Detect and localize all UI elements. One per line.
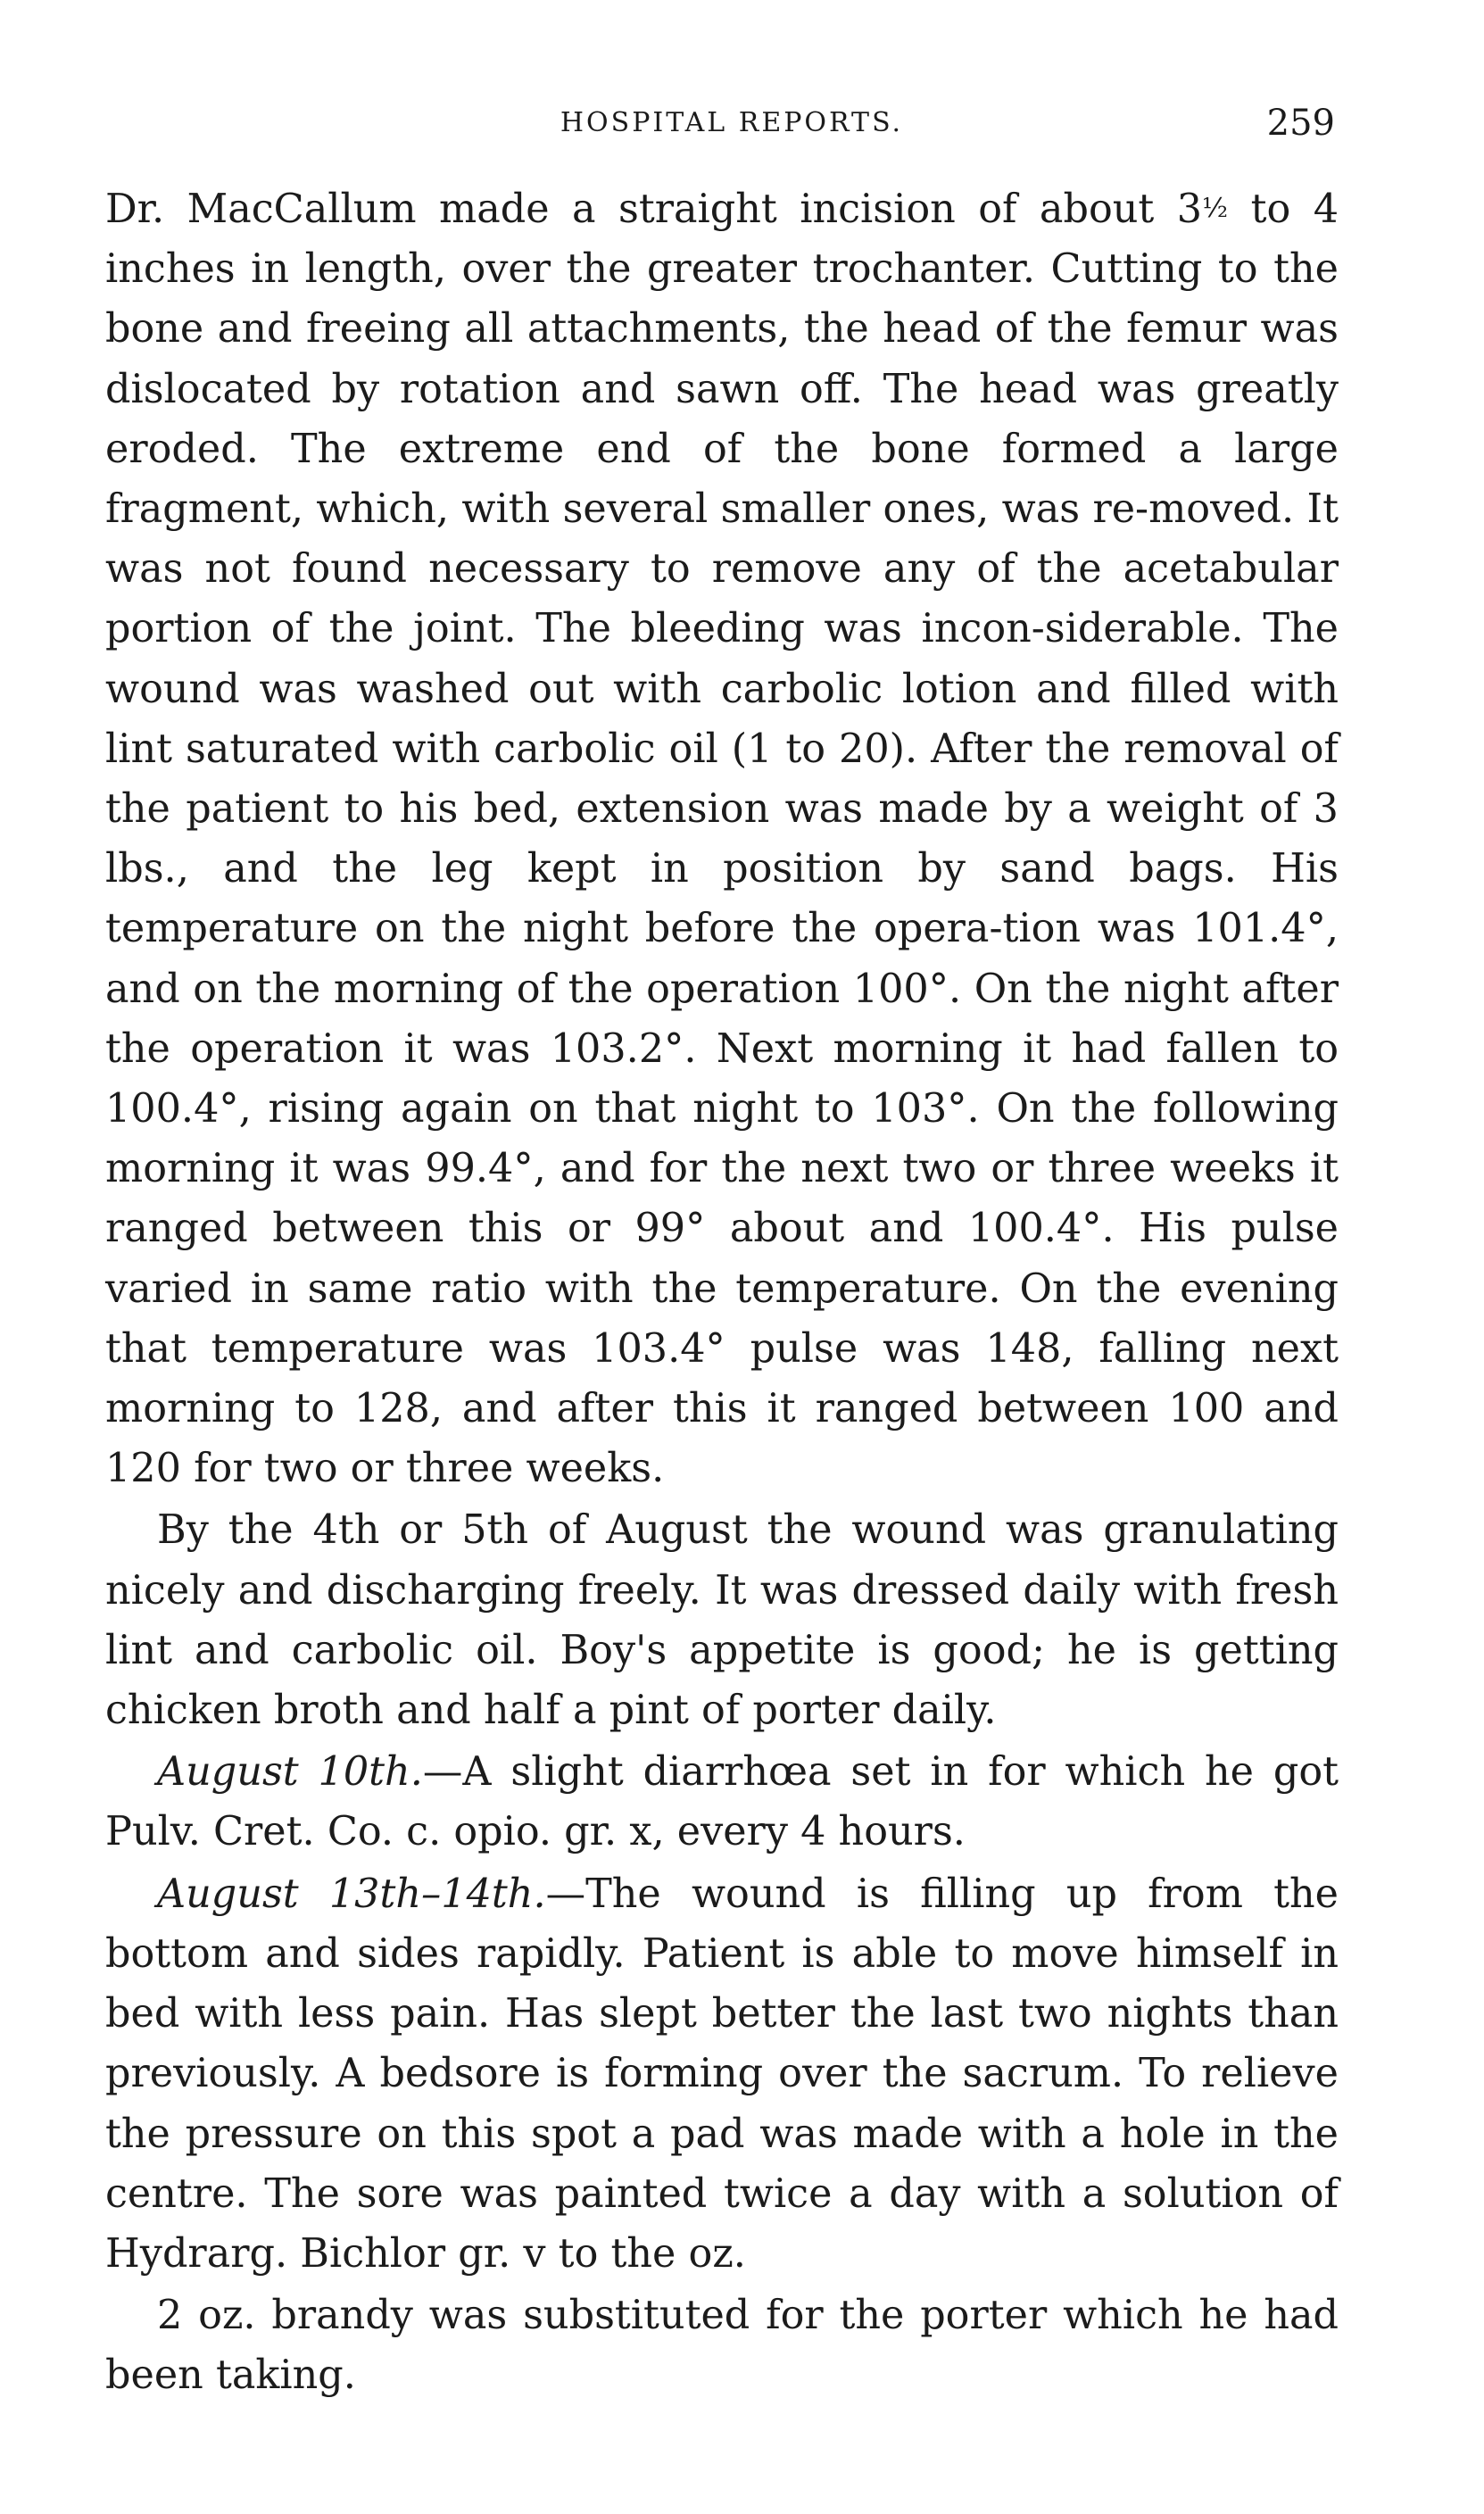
- paragraph-text: —The wound is filling up from the bottom and sides rapidly. Patient is able to move himself in bed with less pain. Has slept better the last two nights than previously. A bedsore is forming over the sacrum. To relieve the pressure on this spot a pad was made with a hole in the centre. The sore was painted twice a day with a solution of Hydrarg. Bichlor gr. v to the oz.: [105, 1871, 1339, 2277]
- entry-date: August 13th–14th.: [157, 1871, 546, 1917]
- paragraph-august-10: [105, 1742, 1339, 1862]
- paragraph-text: 2 oz. brandy was substituted for the porter which he had been taking.: [105, 2293, 1339, 2399]
- paragraph-brandy: [105, 2286, 1339, 2405]
- paragraph-operation-text-2: to 4 inches in length, over the greater trochanter. Cutting to the bone and freeing all attachments, the head of the femur was dislocated by rotation and sawn off. The head was greatly eroded. The extreme end of the bone formed a large fragment, which, with several smaller ones, was re-moved. It was not found necessary to remove any of the acetabular portion of the joint. The bleeding was incon-siderable. The wound was washed out with carbolic lotion and filled with lint saturated with carbolic oil (1 to 20). After the removal of the patient to his bed, extension was made by a weight of 3 lbs., and the leg kept in position by sand bags. His temperature on the night before the opera-tion was 101.4°, and on the morning of the operation 100°. On the night after the operation it was 103.2°. Next morning it had fallen to 100.4°, rising again on that night to 103°. On the following morning it was 99.4°, and for the next two or three weeks it ranged between this or 99° about and 100.4°. His pulse varied in same ratio with the temperature. On the evening that temperature was 103.4° pulse was 148, falling next morning to 128, and after this it ranged between 100 and 120 for two or three weeks.: [105, 187, 1339, 1492]
- paragraph-august-13-14: [105, 1864, 1339, 2284]
- fraction-one-half: ½: [1202, 193, 1229, 224]
- paragraph-text: By the 4th or 5th of August the wound was granulating nicely and discharging freely. It was dressed daily with fresh lint and carbolic oil. Boy's appetite is good; he is getting chicken broth and half a pint of porter daily.: [105, 1507, 1339, 1734]
- paragraph-text: —A slight diarrhœa set in for which he got Pulv. Cret. Co. c. opio. gr. x, every 4 hours.: [105, 1749, 1339, 1855]
- page-number: 259: [1266, 103, 1335, 144]
- running-head: [0, 96, 1484, 150]
- paragraph-operation-text-1: Dr. MacCallum made a straight incision of about 3: [105, 187, 1203, 232]
- paragraph-august-progress: [105, 1500, 1339, 1740]
- paragraph-operation: [105, 178, 1339, 1498]
- running-title: HOSPITAL REPORTS.: [560, 107, 904, 138]
- entry-date: August 10th.: [157, 1749, 423, 1796]
- body-text: [105, 178, 1339, 2406]
